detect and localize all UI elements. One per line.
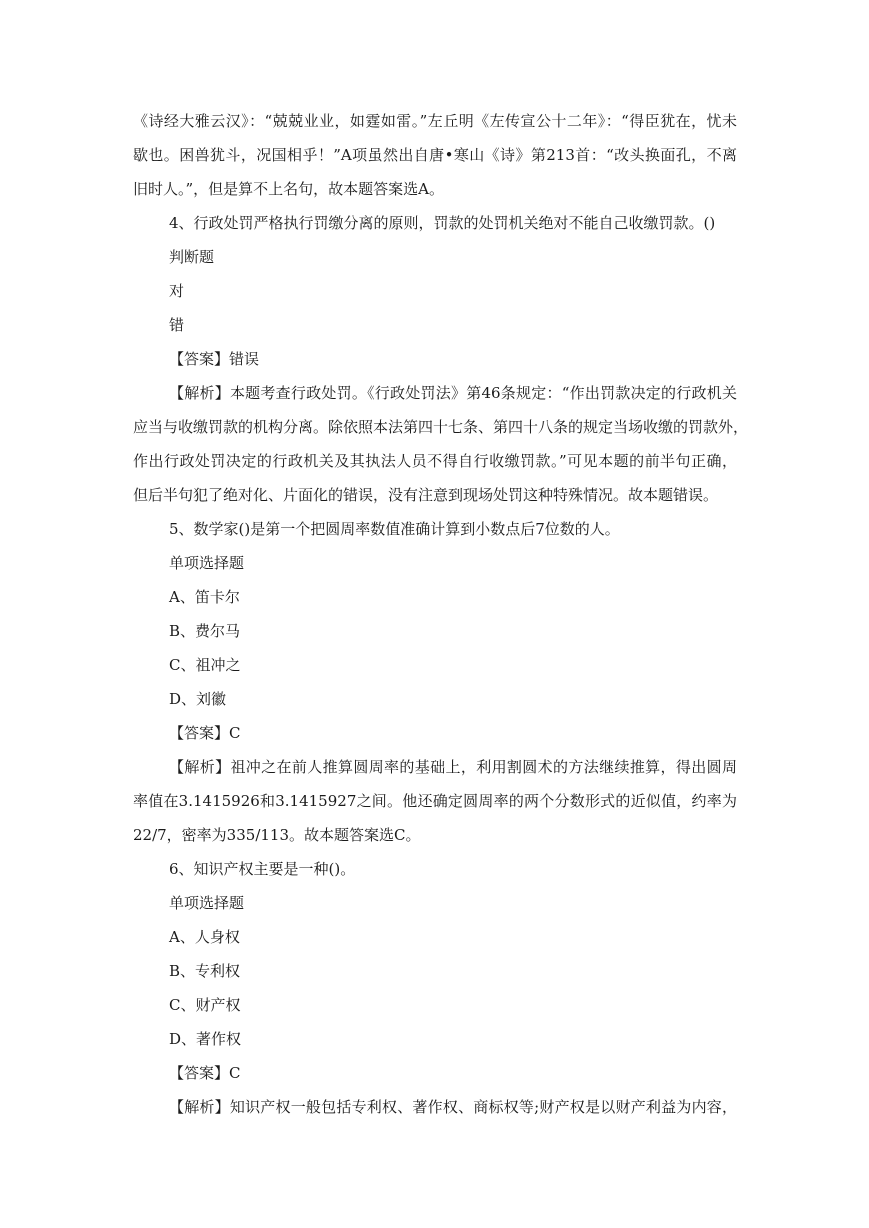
option-c: C、祖冲之 [169, 656, 241, 674]
paragraph-line: 率值在3.1415926和3.1415927之间。他还确定圆周率的两个分数形式的近似值，约率为 [133, 792, 737, 810]
option-false: 错 [169, 316, 185, 334]
option-true: 对 [169, 282, 185, 300]
paragraph-line: 《诗经大雅云汉》：“兢兢业业，如霆如雷。”左丘明《左传宣公十二年》：“得臣犹在，忧未 [133, 112, 737, 130]
question-4-stem: 4、行政处罚严格执行罚缴分离的原则，罚款的处罚机关绝对不能自己收缴罚款。() [169, 214, 716, 232]
option-b: B、专利权 [169, 962, 241, 980]
question-6-answer: 【答案】C [169, 1064, 241, 1082]
question-5-stem: 5、数学家()是第一个把圆周率数值准确计算到小数点后7位数的人。 [169, 520, 620, 538]
paragraph-line: 22/7，密率为335/113。故本题答案选C。 [133, 826, 421, 844]
question-5-type: 单项选择题 [169, 554, 245, 572]
question-4-analysis: 【解析】本题考查行政处罚。《行政处罚法》第46条规定：“作出罚款决定的行政机关 [169, 384, 737, 402]
option-c: C、财产权 [169, 996, 241, 1014]
paragraph-line: 作出行政处罚决定的行政机关及其执法人员不得自行收缴罚款。”可见本题的前半句正确， [133, 452, 737, 470]
question-5-answer: 【答案】C [169, 724, 241, 742]
option-a: A、人身权 [169, 928, 240, 946]
option-b: B、费尔马 [169, 622, 241, 640]
question-5-analysis: 【解析】祖冲之在前人推算圆周率的基础上，利用割圆术的方法继续推算，得出圆周 [169, 758, 737, 776]
question-4-type: 判断题 [169, 248, 215, 266]
paragraph-line: 旧时人。”，但是算不上名句，故本题答案选A。 [133, 180, 445, 198]
option-d: D、刘徽 [169, 690, 227, 708]
question-6-type: 单项选择题 [169, 894, 245, 912]
question-6-stem: 6、知识产权主要是一种()。 [169, 860, 356, 878]
question-6-analysis: 【解析】知识产权一般包括专利权、著作权、商标权等;财产权是以财产利益为内容， [169, 1098, 737, 1116]
option-a: A、笛卡尔 [169, 588, 240, 606]
paragraph-line: 但后半句犯了绝对化、片面化的错误，没有注意到现场处罚这种特殊情况。故本题错误。 [133, 486, 719, 504]
paragraph-line: 歇也。困兽犹斗，况国相乎！”A项虽然出自唐•寒山《诗》第213首：“改头换面孔，不离 [133, 146, 737, 164]
paragraph-line: 应当与收缴罚款的机构分离。除依照本法第四十七条、第四十八条的规定当场收缴的罚款外， [133, 418, 749, 436]
question-4-answer: 【答案】错误 [169, 350, 260, 368]
option-d: D、著作权 [169, 1030, 242, 1048]
